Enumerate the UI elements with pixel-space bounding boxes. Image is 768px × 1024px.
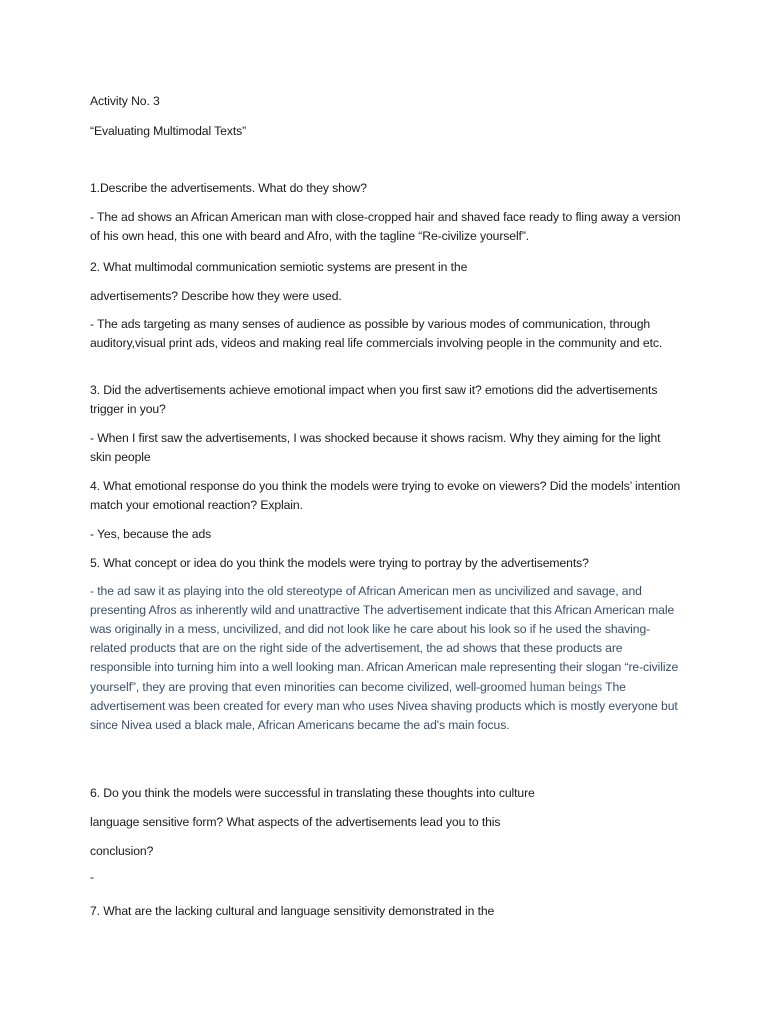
question-6-line-3: conclusion? (90, 844, 154, 858)
answer-2: - The ads targeting as many senses of audience as possible by various modes of communication, through auditory,visual print ads, videos and making real life commercials involving people in the community and etc. (90, 317, 663, 350)
answer-1: - The ad shows an African American man with close-cropped hair and shaved face ready to fling away a version of his own head, this one with beard and Afro, with the tagline “Re-civilize yourself”. (90, 210, 681, 243)
question-1: 1.Describe the advertisements. What do they show? (90, 181, 367, 195)
answer-4: - Yes, because the ads (90, 527, 212, 541)
question-5: 5. What concept or idea do you think the models were trying to portray by the advertisements? (90, 556, 589, 570)
question-3: 3. Did the advertisements achieve emotional impact when you first saw it? emotions did the advertisements trigger in you? (90, 383, 658, 416)
activity-number: Activity No. 3 (90, 94, 160, 108)
answer-5-part-2a: “re-civilize yourself”, they are proving that even minorities can become civilized, well-groo (90, 660, 679, 694)
question-6-line-2: language sensitive form? What aspects of the advertisements lead you to this (90, 815, 501, 829)
question-4: 4. What emotional response do you think the models were trying to evoke on viewers? Did the models’ intention match your emotional reaction? Explain. (90, 479, 681, 512)
answer-5-part-2b: med human beings (504, 679, 603, 694)
question-2-line-2: advertisements? Describe how they were used. (90, 289, 342, 303)
answer-3: - When I first saw the advertisements, I was shocked because it shows racism. Why they aiming for the light skin people (90, 431, 661, 464)
question-6-line-1: 6. Do you think the models were successful in translating these thoughts into culture (90, 786, 535, 800)
question-7-line-1: 7. What are the lacking cultural and language sensitivity demonstrated in the (90, 904, 495, 918)
answer-6: - (90, 870, 94, 884)
question-2-line-1: 2. What multimodal communication semiotic systems are present in the (90, 260, 468, 274)
answer-5-part-3: The advertisement was been created for every man who uses Nivea shaving products which is mostly everyone but since Nivea used a black male, African Americans became the ad's main focus. (90, 680, 678, 732)
answer-5-part-1: - the ad saw it as playing into the old stereotype of African American men as uncivilized and savage, and presenting Afros as inherently wild and unattractive The advertisement indicate that this African American male was originally in a mess, uncivilized, and did not look like he care about his look so if he used the shaving-related products that are on the right side of the advertisement, the ad shows that these products are responsible into turning him into a well looking man. African American male representing their slogan (90, 584, 675, 674)
answer-5 (90, 582, 682, 735)
activity-title: “Evaluating Multimodal Texts” (90, 124, 247, 138)
